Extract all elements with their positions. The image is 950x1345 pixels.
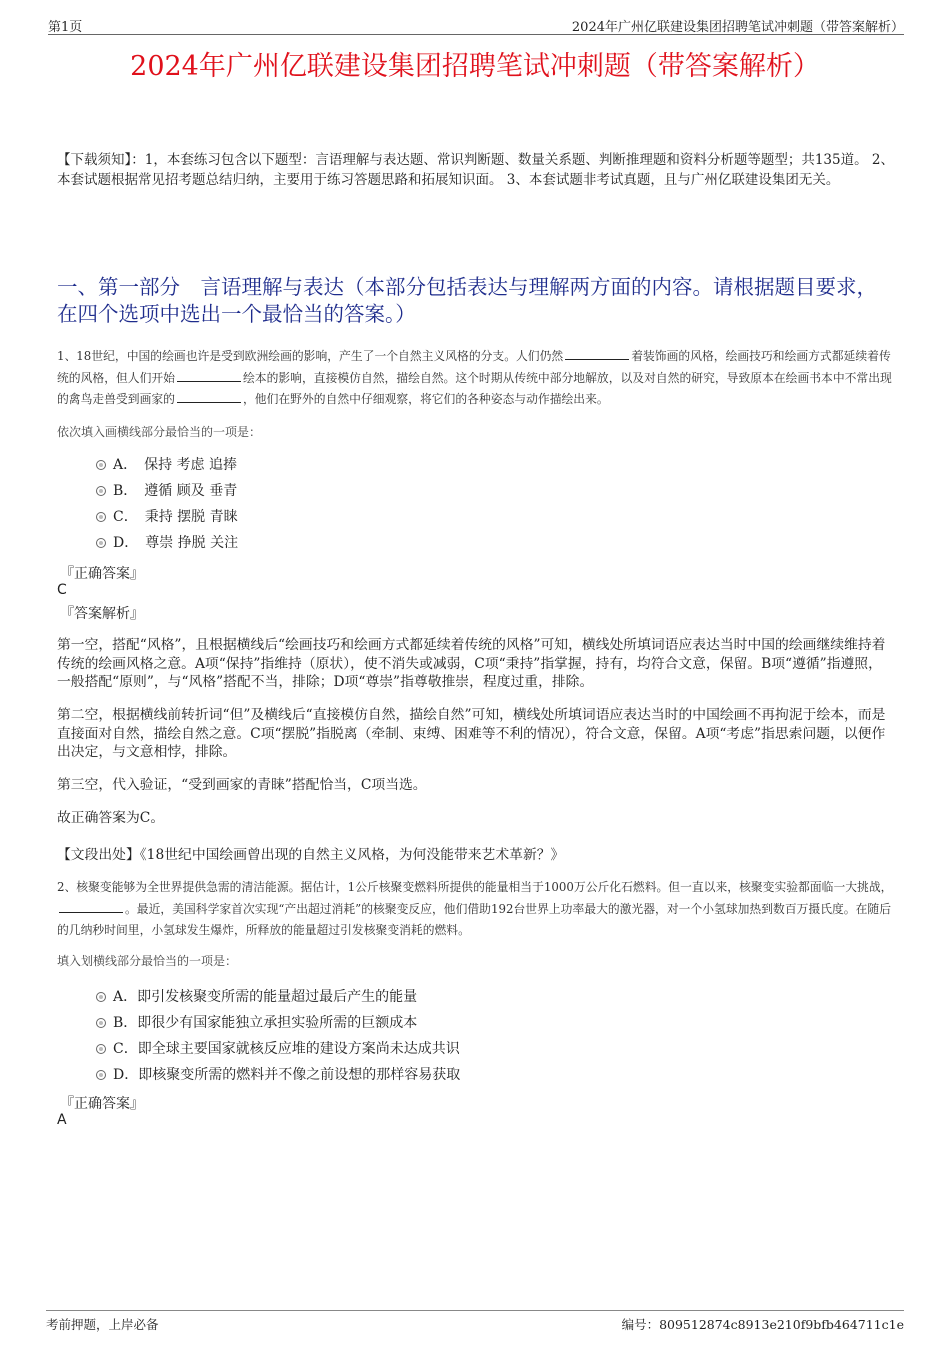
blank-3 — [177, 390, 241, 403]
download-notice: 【下载须知】：1，本套练习包含以下题型：言语理解与表达题、常识判断题、数量关系题、判断推理题和资料分析题等题型；共135道。 2、本套试题根据常见招考题总结归纳，主要用于练习答题思路和拓展知识面。 3、本套试题非考试真题，且与广州亿联建设集团无关。 — [57, 152, 894, 188]
analysis-paragraph-3: 第三空，代入验证，“受到画家的青睐”搭配恰当，C项当选。 — [57, 777, 427, 793]
radio-icon[interactable] — [96, 992, 106, 1002]
question-1-prompt: 依次填入画横线部分最恰当的一项是： — [57, 425, 262, 439]
correct-answer: C — [57, 582, 67, 598]
passage-source: 【文段出处】《18世纪中国绘画曾出现的自然主义风格，为何没能带来艺术革新？》 — [57, 847, 565, 863]
blank-1 — [59, 900, 123, 913]
option-d[interactable]: D．即核聚变所需的燃料并不像之前设想的那样容易获取 — [96, 1062, 460, 1088]
footer-slogan: 考前押题，上岸必备 — [46, 1317, 159, 1332]
radio-icon[interactable] — [96, 1018, 106, 1028]
option-c[interactable]: C． 秉持 摆脱 青睐 — [96, 504, 238, 530]
page-footer — [46, 1310, 904, 1341]
header-doc-title: 2024年广州亿联建设集团招聘笔试冲刺题（带答案解析） — [571, 20, 904, 35]
correct-answer-label: 『正确答案』 — [60, 1096, 144, 1112]
correct-answer-label: 『正确答案』 — [60, 566, 144, 582]
analysis-conclusion: 故正确答案为C。 — [57, 810, 165, 826]
question-1-stem: 1、18世纪，中国的绘画也许是受到欧洲绘画的影响，产生了一个自然主义风格的分支。人们仍然 着装饰画的风格，绘画技巧和绘画方式都延续着传统的风格，但人们开始 绘本的影响，直接模仿自然，描绘自然。这个时期从传统中部分地解放，以及对自然的研究，导致原本在绘画书本中不常出现的禽鸟走兽受到画家的 ，他们在野外的自然中仔细观察，将它们的各种姿态与动作描绘出来。 — [57, 349, 892, 406]
radio-icon[interactable] — [96, 538, 106, 548]
option-a[interactable]: A．即引发核聚变所需的能量超过最后产生的能量 — [96, 984, 460, 1010]
analysis-paragraph-1: 第一空，搭配“风格”，且根据横线后“绘画技巧和绘画方式都延续着传统的风格”可知，横线处所填词语应表达当时中国的绘画继续维持着传统的绘画风格之意。A项“保持”指维持（原状），使不消失或减弱，C项“秉持”指掌握，持有，均符合文意，保留。B项“遵循”指遵照，一般搭配“原则”，与“风格”搭配不当，排除；D项“尊崇”指尊敬推崇，程度过重，排除。 — [57, 637, 886, 690]
option-d[interactable]: D． 尊崇 挣脱 关注 — [96, 530, 238, 556]
page-number: 第1页 — [48, 20, 83, 35]
question-2-options — [96, 984, 460, 1088]
blank-1 — [565, 347, 629, 360]
question-1-options — [96, 452, 238, 556]
analysis-label: 『答案解析』 — [60, 606, 144, 622]
analysis-paragraph-2: 第二空，根据横线前转折词“但”及横线后“直接模仿自然，描绘自然”可知，横线处所填词语应表达当时的中国绘画不再拘泥于绘本，而是直接面对自然，描绘自然之意。C项“摆脱”指脱离（牵制、束缚、困难等不利的情况），符合文意，保留。A项“考虑”指思索问题，以便作出决定，与文意相悖，排除。 — [57, 707, 886, 760]
radio-icon[interactable] — [96, 460, 106, 470]
radio-icon[interactable] — [96, 1070, 106, 1080]
correct-answer: A — [57, 1112, 67, 1128]
option-c[interactable]: C．即全球主要国家就核反应堆的建设方案尚未达成共识 — [96, 1036, 460, 1062]
question-2-stem: 2、核聚变能够为全世界提供急需的清洁能源。据估计，1公斤核聚变燃料所提供的能量相当于1000万公斤化石燃料。但一直以来，核聚变实验都面临一大挑战，。最近，美国科学家首次实现“产出超过消耗”的核聚变反应，他们借助192台世界上功率最大的激光器，对一个小氢球加热到数百万摄氏度。在随后的几纳秒时间里，小氢球发生爆炸，所释放的能量超过引发核聚变消耗的燃料。 — [57, 880, 893, 937]
section-heading: 一、第一部分 言语理解与表达（本部分包括表达与理解两方面的内容。请根据题目要求，在四个选项中选出一个最恰当的答案。） — [57, 275, 877, 326]
radio-icon[interactable] — [96, 1044, 106, 1054]
option-b[interactable]: B．即很少有国家能独立承担实验所需的巨额成本 — [96, 1010, 460, 1036]
option-b[interactable]: B． 遵循 顾及 垂青 — [96, 478, 238, 504]
question-2-prompt: 填入划横线部分最恰当的一项是： — [57, 954, 238, 968]
option-a[interactable]: A． 保持 考虑 追捧 — [96, 452, 238, 478]
page-header — [48, 14, 904, 35]
document-title: 2024年广州亿联建设集团招聘笔试冲刺题（带答案解析） — [130, 51, 820, 82]
blank-2 — [177, 369, 241, 382]
radio-icon[interactable] — [96, 486, 106, 496]
radio-icon[interactable] — [96, 512, 106, 522]
document-id: 编号：809512874c8913e210f9bfb464711c1e — [621, 1317, 904, 1332]
